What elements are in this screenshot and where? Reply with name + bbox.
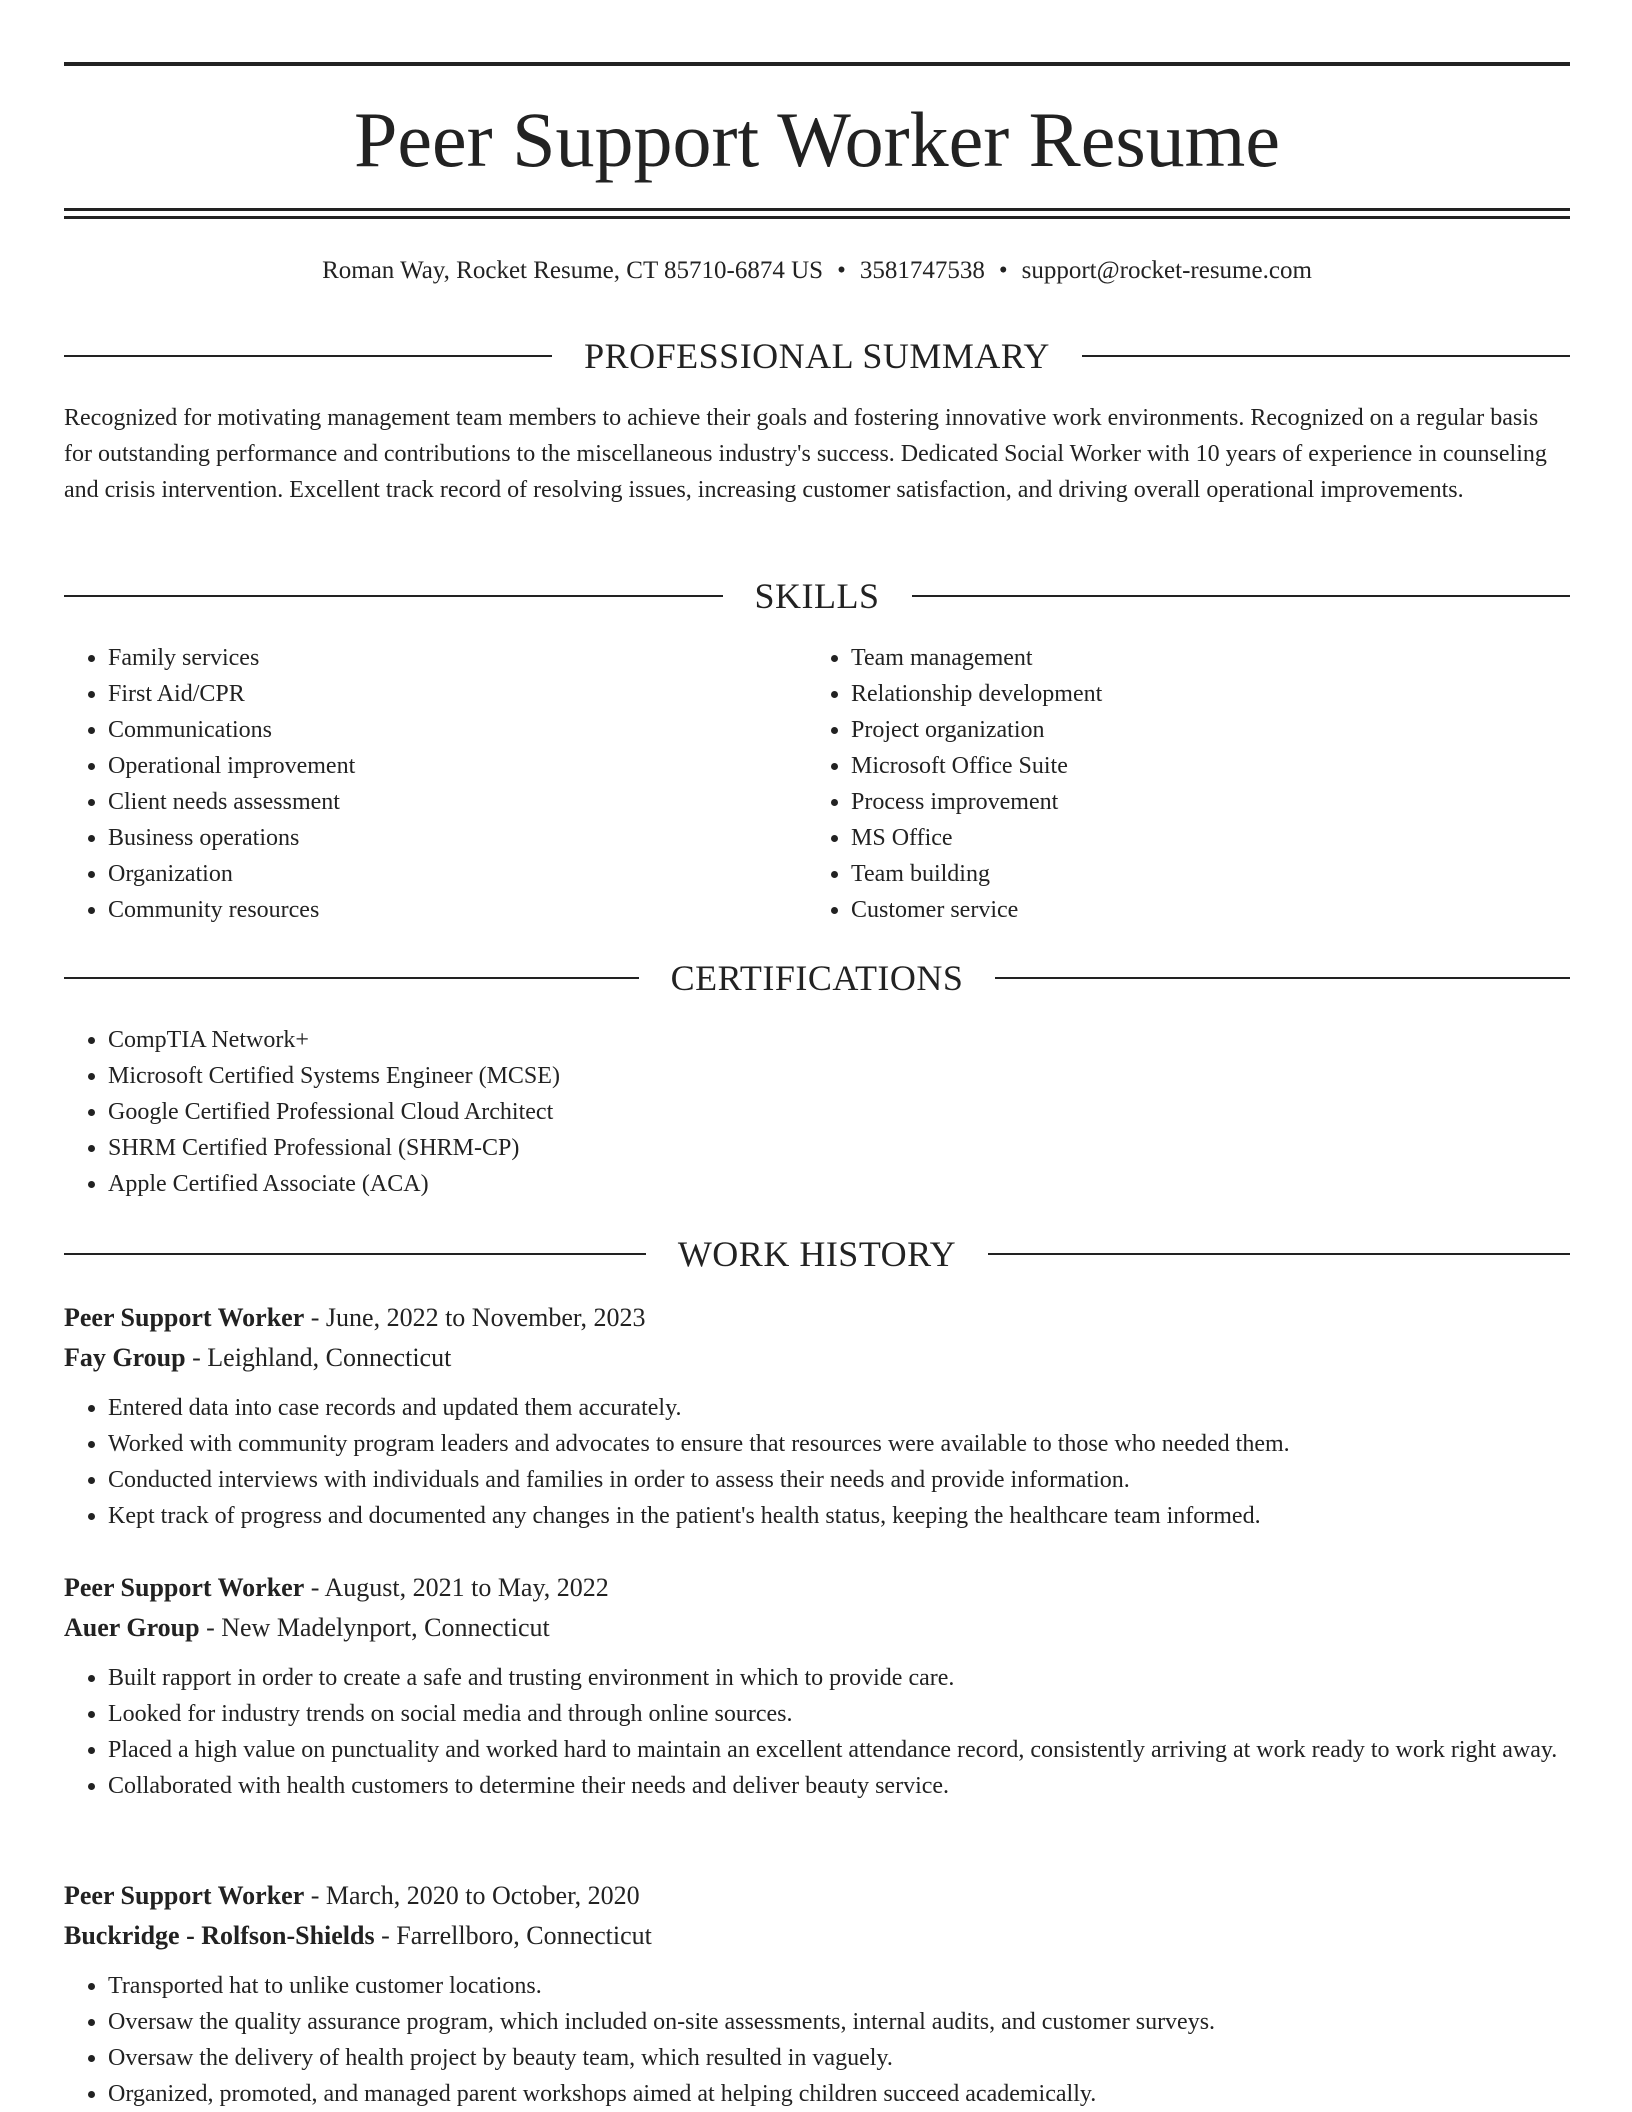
section-header-work-history xyxy=(64,1232,1570,1276)
section-title-certifications: CERTIFICATIONS xyxy=(670,958,964,998)
title-rule-lower xyxy=(64,216,1570,219)
skill-item: • Project organization xyxy=(851,712,1507,748)
job-bullet: • Collaborated with health customers to determine their needs and deliver beauty service. xyxy=(108,1768,1570,1804)
contact-line xyxy=(64,254,1570,288)
job-location: - Farrellboro, Connecticut xyxy=(374,1921,652,1950)
job-location: - New Madelynport, Connecticut xyxy=(199,1613,550,1642)
divider-line xyxy=(64,355,552,357)
divider-line xyxy=(64,977,639,979)
skill-item: • Client needs assessment xyxy=(108,784,764,820)
top-rule xyxy=(64,62,1570,66)
divider-line xyxy=(912,595,1571,597)
skill-item: • Community resources xyxy=(108,892,764,928)
contact-phone: 3581747538 xyxy=(859,257,985,284)
job-dates: - June, 2022 to November, 2023 xyxy=(304,1303,646,1332)
skills-column-right xyxy=(807,640,1507,928)
divider-line xyxy=(995,977,1570,979)
section-title-work-history: WORK HISTORY xyxy=(677,1234,957,1274)
job-company-line xyxy=(64,1338,1570,1378)
job-title: Peer Support Worker xyxy=(64,1303,305,1332)
certification-item: • CompTIA Network+ xyxy=(108,1022,1570,1058)
skill-item: • Business operations xyxy=(108,820,764,856)
job-company: Fay Group xyxy=(64,1343,186,1372)
job-bullet: • Oversaw the delivery of health project by beauty team, which resulted in vaguely. xyxy=(108,2040,1570,2076)
job-title-line xyxy=(64,1876,1570,1916)
certification-item: • Microsoft Certified Systems Engineer (MCSE) xyxy=(108,1058,1570,1094)
job-bullet: • Oversaw the quality assurance program, which included on-site assessments, internal audits, and customer surveys. xyxy=(108,2004,1570,2040)
skill-item: • MS Office xyxy=(851,820,1507,856)
job-location: - Leighland, Connecticut xyxy=(185,1343,452,1372)
job-dates: - August, 2021 to May, 2022 xyxy=(304,1573,609,1602)
section-title-skills: SKILLS xyxy=(754,576,880,616)
divider-line xyxy=(64,1253,646,1255)
divider-line xyxy=(64,595,723,597)
skill-item: • First Aid/CPR xyxy=(108,676,764,712)
section-header-summary xyxy=(64,334,1570,378)
job-title: Peer Support Worker xyxy=(64,1573,305,1602)
skills-column-left xyxy=(64,640,764,928)
job-bullets xyxy=(64,1660,1570,1804)
certification-item: • Google Certified Professional Cloud Architect xyxy=(108,1094,1570,1130)
job-bullet: • Organized, promoted, and managed parent workshops aimed at helping children succeed academically. xyxy=(108,2076,1570,2112)
job-company: Buckridge - Rolfson-Shields xyxy=(64,1921,375,1950)
contact-separator: • xyxy=(998,257,1008,284)
job-title: Peer Support Worker xyxy=(64,1881,305,1910)
job-bullet: • Worked with community program leaders and advocates to ensure that resources were available to those who needed them. xyxy=(108,1426,1570,1462)
skill-item: • Team management xyxy=(851,640,1507,676)
divider-line xyxy=(1082,355,1570,357)
job-bullets xyxy=(64,1968,1570,2112)
section-header-skills xyxy=(64,574,1570,618)
skill-item: • Relationship development xyxy=(851,676,1507,712)
job-entry xyxy=(64,1568,1570,1804)
skill-item: • Operational improvement xyxy=(108,748,764,784)
page-title: Peer Support Worker Resume xyxy=(354,96,1280,183)
contact-email: support@rocket-resume.com xyxy=(1021,257,1312,284)
contact-address: Roman Way, Rocket Resume, CT 85710-6874 US xyxy=(322,257,824,284)
job-bullet: • Built rapport in order to create a safe and trusting environment in which to provide care. xyxy=(108,1660,1570,1696)
section-header-certifications xyxy=(64,956,1570,1000)
job-company-line xyxy=(64,1608,1570,1648)
job-bullet: • Conducted interviews with individuals and families in order to assess their needs and provide information. xyxy=(108,1462,1570,1498)
certification-item: • Apple Certified Associate (ACA) xyxy=(108,1166,1570,1202)
job-company: Auer Group xyxy=(64,1613,200,1642)
skill-item: • Team building xyxy=(851,856,1507,892)
skill-item: • Microsoft Office Suite xyxy=(851,748,1507,784)
job-bullet: • Placed a high value on punctuality and worked hard to maintain an excellent attendance record, consistently arriving at work ready to work right away. xyxy=(108,1732,1570,1768)
certifications-block xyxy=(64,1022,1570,1202)
title-rule-upper xyxy=(64,208,1570,211)
skills-list-right xyxy=(807,640,1507,928)
skill-item: • Customer service xyxy=(851,892,1507,928)
job-bullet: • Looked for industry trends on social media and through online sources. xyxy=(108,1696,1570,1732)
job-bullet: • Entered data into case records and updated them accurately. xyxy=(108,1390,1570,1426)
skill-item: • Process improvement xyxy=(851,784,1507,820)
job-dates: - March, 2020 to October, 2020 xyxy=(304,1881,640,1910)
job-bullets xyxy=(64,1390,1570,1534)
divider-line xyxy=(988,1253,1570,1255)
job-title-line xyxy=(64,1568,1570,1608)
job-company-line xyxy=(64,1916,1570,1956)
job-bullet: • Kept track of progress and documented any changes in the patient's health status, keeping the healthcare team informed. xyxy=(108,1498,1570,1534)
section-title-summary: PROFESSIONAL SUMMARY xyxy=(584,336,1050,376)
skill-item: • Communications xyxy=(108,712,764,748)
contact-separator: • xyxy=(837,257,846,284)
skill-item: • Organization xyxy=(108,856,764,892)
job-bullet: • Transported hat to unlike customer locations. xyxy=(108,1968,1570,2004)
summary-text: Recognized for motivating management team members to achieve their goals and fostering innovative work environments. Recognized on a regular basis for outstanding performance and contributions to the miscellaneous industry's success. Dedicated Social Worker with 10 years of experience in counseling and crisis intervention. Excellent track record of resolving issues, increasing customer satisfaction, and driving overall operational improvements. xyxy=(64,405,1547,503)
job-title-line xyxy=(64,1298,1570,1338)
skill-item: • Family services xyxy=(108,640,764,676)
certifications-list xyxy=(64,1022,1570,1202)
job-entry xyxy=(64,1876,1570,2112)
certification-item: • SHRM Certified Professional (SHRM-CP) xyxy=(108,1130,1570,1166)
job-entry xyxy=(64,1298,1570,1534)
skills-list-left xyxy=(64,640,764,928)
